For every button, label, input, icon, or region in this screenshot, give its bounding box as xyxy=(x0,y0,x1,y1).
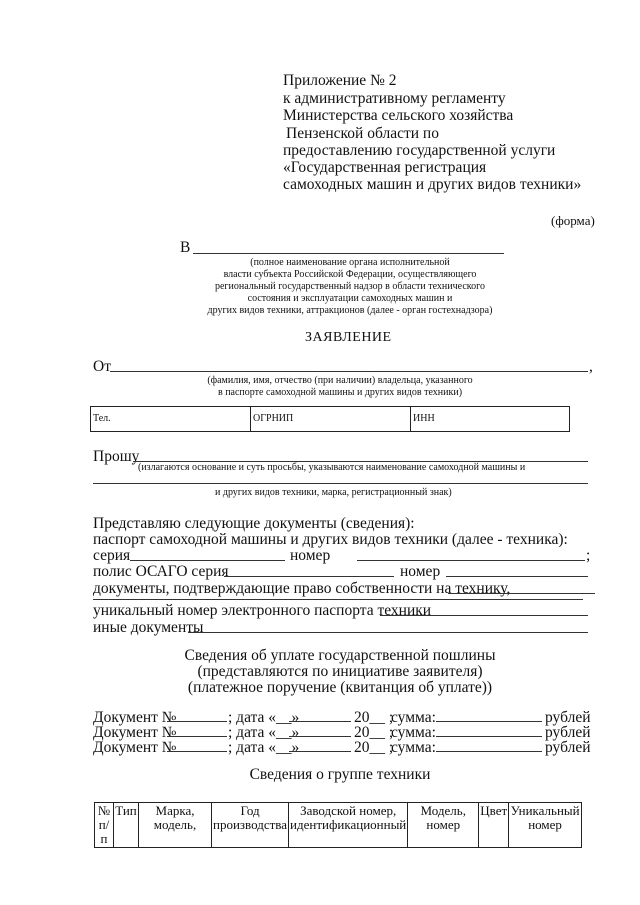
osago-series-label: полис ОСАГО серия xyxy=(93,563,229,580)
recipient-hint-line-2: власти субъекта Российской Федерации, осуществляющего xyxy=(223,269,477,280)
contacts-table xyxy=(90,406,570,432)
fee-year-label: 20__ ; xyxy=(354,724,394,741)
fee-month-line[interactable] xyxy=(289,736,351,737)
request-line-2[interactable] xyxy=(93,483,588,484)
fee-rub-label: рублей xyxy=(545,724,591,741)
other-docs-line[interactable] xyxy=(188,632,588,633)
request-hint-1: (излагаются основание и суть просьбы, указываются наименование самоходной машины и xyxy=(138,462,526,473)
osago-number-line[interactable] xyxy=(446,576,588,577)
col-model-l1: Модель, xyxy=(420,803,466,818)
ownership-line-2[interactable] xyxy=(93,599,583,600)
document-title: ЗАЯВЛЕНИЕ xyxy=(305,330,392,345)
from-prefix: От xyxy=(93,358,111,375)
epassport-label: уникальный номер электронного паспорта техники xyxy=(93,602,432,619)
col-brand-l2: модель, xyxy=(153,817,197,832)
group-table xyxy=(94,802,582,848)
fee-doc-label: Документ № xyxy=(93,724,177,741)
recipient-hint-line-3: региональный государственный надзор в области технического xyxy=(214,281,485,292)
documents-intro: Представляю следующие документы (сведения): xyxy=(93,515,415,532)
col-unique-l1: Уникальный xyxy=(510,803,580,818)
col-number xyxy=(95,803,114,848)
fee-date-label: ; дата «__» xyxy=(228,739,300,756)
ownership-label: документы, подтверждающие право собственности на технику, xyxy=(93,580,511,597)
col-year-l2: производства xyxy=(213,817,288,832)
col-year-l1: Год xyxy=(240,803,260,818)
fee-year-label: 20__ ; xyxy=(354,739,394,756)
fee-sum-label: сумма: xyxy=(391,724,436,741)
from-trailing-comma: , xyxy=(589,358,593,375)
col-type-l1: Тип xyxy=(115,803,137,818)
fee-doc-number-line[interactable] xyxy=(167,736,227,737)
header-line-5: предоставлению государственной услуги xyxy=(283,142,556,159)
col-brand xyxy=(139,803,212,848)
fee-title-2: (представляются по инициативе заявителя) xyxy=(197,663,483,680)
form-label: (форма) xyxy=(551,213,595,228)
col-number-l1: № xyxy=(97,803,111,818)
fee-sum-line[interactable] xyxy=(436,751,542,752)
passport-series-label: серия xyxy=(93,547,131,564)
col-brand-l1: Марка, xyxy=(155,803,195,818)
fee-title-1: Сведения об уплате государственной пошлины xyxy=(184,647,496,664)
tel-label: Тел. xyxy=(93,413,111,424)
passport-semicolon: ; xyxy=(586,547,591,564)
passport-number-line[interactable] xyxy=(357,560,585,561)
fee-month-line[interactable] xyxy=(289,751,351,752)
recipient-hint-line-1: (полное наименование органа исполнительной xyxy=(250,257,450,268)
col-color xyxy=(479,803,509,848)
from-hint-line-2: в паспорте самоходной машины и других видов техники) xyxy=(217,387,463,398)
passport-series-line[interactable] xyxy=(130,560,285,561)
col-serial-l2: идентификационный xyxy=(290,817,407,832)
col-serial xyxy=(289,803,408,848)
documents-passport: паспорт самоходной машины и других видов техники (далее - техника): xyxy=(93,531,568,548)
header-line-2: к административному регламенту xyxy=(283,90,506,107)
col-year xyxy=(212,803,289,848)
col-unique xyxy=(509,803,582,848)
fee-rub-label: рублей xyxy=(545,739,591,756)
fee-doc-label: Документ № xyxy=(93,739,177,756)
osago-series-line[interactable] xyxy=(224,576,394,577)
col-type xyxy=(114,803,139,848)
epassport-line[interactable] xyxy=(380,615,588,616)
header-line-1: Приложение № 2 xyxy=(283,72,397,89)
header-line-7: самоходных машин и других видов техники» xyxy=(283,176,582,193)
ogrnip-cell[interactable] xyxy=(251,407,411,432)
from-line[interactable] xyxy=(110,371,588,372)
fee-month-line[interactable] xyxy=(289,721,351,722)
fee-doc-label: Документ № xyxy=(93,709,177,726)
recipient-hint-line-5: других видов техники, аттракционов (далее - орган гостехнадзора) xyxy=(207,305,493,316)
ownership-line-1[interactable] xyxy=(448,593,595,594)
fee-date-label: ; дата «__» xyxy=(228,709,300,726)
osago-number-label: номер xyxy=(400,563,441,580)
fee-doc-number-line[interactable] xyxy=(167,751,227,752)
fee-title-3: (платежное поручение (квитанция об уплате)) xyxy=(187,679,493,696)
passport-number-label: номер xyxy=(290,547,331,564)
fee-doc-number-line[interactable] xyxy=(167,721,227,722)
from-hint-line-1: (фамилия, имя, отчество (при наличии) владельца, указанного xyxy=(207,375,473,386)
fee-rub-label: рублей xyxy=(545,709,591,726)
fee-sum-label: сумма: xyxy=(391,709,436,726)
inn-cell[interactable] xyxy=(411,407,570,432)
recipient-line[interactable] xyxy=(193,253,504,254)
header-line-6: «Государственная регистрация xyxy=(283,159,487,176)
other-docs-label: иные документы xyxy=(93,619,204,636)
request-hint-2: и других видов техники, марка, регистрационный знак) xyxy=(215,487,452,498)
fee-year-label: 20__ ; xyxy=(354,709,394,726)
fee-sum-line[interactable] xyxy=(436,736,542,737)
col-serial-l1: Заводской номер, xyxy=(300,803,397,818)
col-number-l2: п/п xyxy=(98,817,110,846)
fee-date-label: ; дата «__» xyxy=(228,724,300,741)
col-model xyxy=(408,803,479,848)
fee-sum-label: сумма: xyxy=(391,739,436,756)
col-model-l2: номер xyxy=(426,817,461,832)
recipient-prefix: В xyxy=(180,239,191,256)
recipient-hint-line-4: состояния и эксплуатации самоходных машин и xyxy=(247,293,453,304)
inn-label: ИНН xyxy=(413,413,435,424)
request-prefix: Прошу xyxy=(93,448,140,465)
col-unique-l2: номер xyxy=(528,817,562,832)
tel-cell[interactable] xyxy=(91,407,251,432)
ogrnip-label: ОГРНИП xyxy=(253,413,294,424)
header-line-4: Пензенской области по xyxy=(286,125,439,142)
fee-sum-line[interactable] xyxy=(436,721,542,722)
header-line-3: Министерства сельского хозяйства xyxy=(283,107,514,124)
group-title: Сведения о группе техники xyxy=(249,766,431,783)
col-color-l1: Цвет xyxy=(480,803,508,818)
